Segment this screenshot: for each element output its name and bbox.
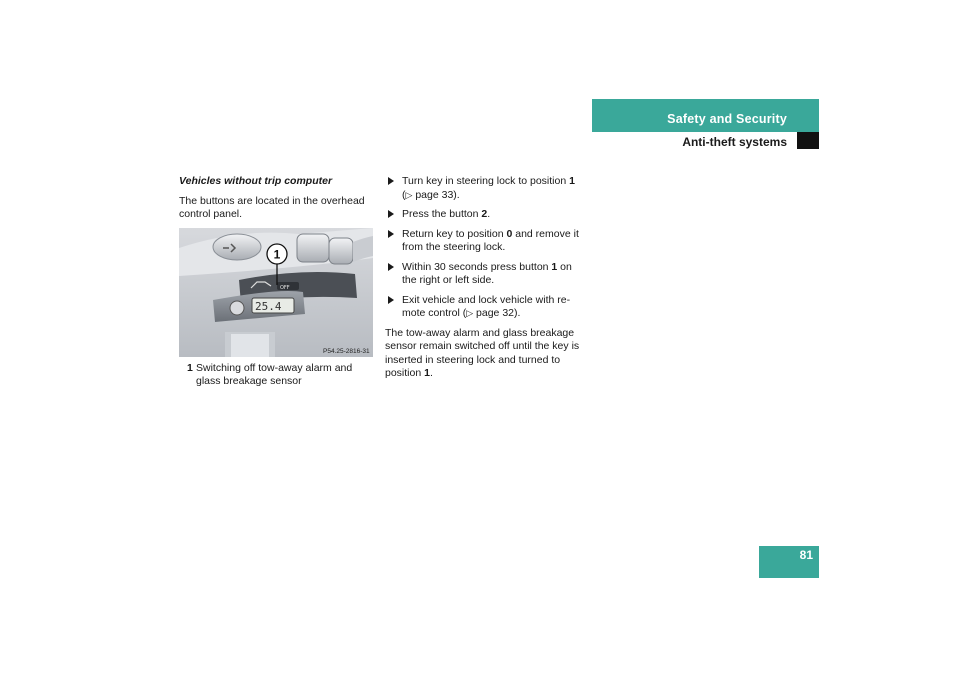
step-item — [385, 175, 585, 202]
overhead-panel-illustration — [179, 228, 373, 357]
bullet-arrow-icon — [385, 228, 397, 255]
bullet-arrow-icon — [385, 175, 397, 202]
callout-number: 1 — [273, 247, 281, 261]
step-text: Turn key in steering lock to position 1 (▷ page 33). — [402, 175, 575, 201]
section-subtitle: Anti-theft systems — [682, 135, 787, 149]
section-title: Safety and Security — [667, 112, 787, 126]
page-ref-arrow-icon: ▷ — [405, 189, 413, 200]
intro-paragraph: The buttons are located in the overhead control panel. — [179, 194, 365, 220]
off-button-label: OFF — [280, 284, 290, 291]
page-ref-arrow-icon: ▷ — [466, 308, 474, 318]
overhead-panel-photo — [179, 228, 373, 357]
image-code: P54.25-2816-31 — [323, 347, 370, 355]
bullet-arrow-icon — [385, 294, 397, 321]
display-reading: 25.4 — [255, 299, 282, 313]
closing-paragraph: The tow-away alarm and glass breakage sensor remain switched off until the key is inserted in steering lock and turned to position 1. — [385, 326, 580, 379]
step-text: Within 30 seconds press button 1 on the right or left side. — [402, 260, 572, 286]
bullet-arrow-icon — [385, 208, 397, 222]
step-item — [385, 228, 585, 255]
caption-number: 1 — [187, 361, 193, 374]
step-item — [385, 261, 585, 288]
figure-caption — [179, 362, 374, 389]
step-text: Exit vehicle and lock vehicle with re-mote control (▷ page 32). — [402, 293, 571, 319]
left-column — [179, 175, 374, 389]
step-item — [385, 208, 585, 222]
step-item — [385, 294, 585, 321]
right-column — [385, 175, 585, 387]
header-marker — [797, 132, 819, 149]
bullet-arrow-icon — [385, 261, 397, 288]
caption-text: Switching off tow-away alarm and glass breakage sensor — [196, 361, 353, 387]
page-number: 81 — [799, 548, 813, 562]
section-heading: Vehicles without trip computer — [179, 175, 333, 187]
step-text: Press the button 2. — [402, 208, 491, 220]
step-text: Return key to position 0 and remove it from the steering lock. — [402, 227, 579, 253]
